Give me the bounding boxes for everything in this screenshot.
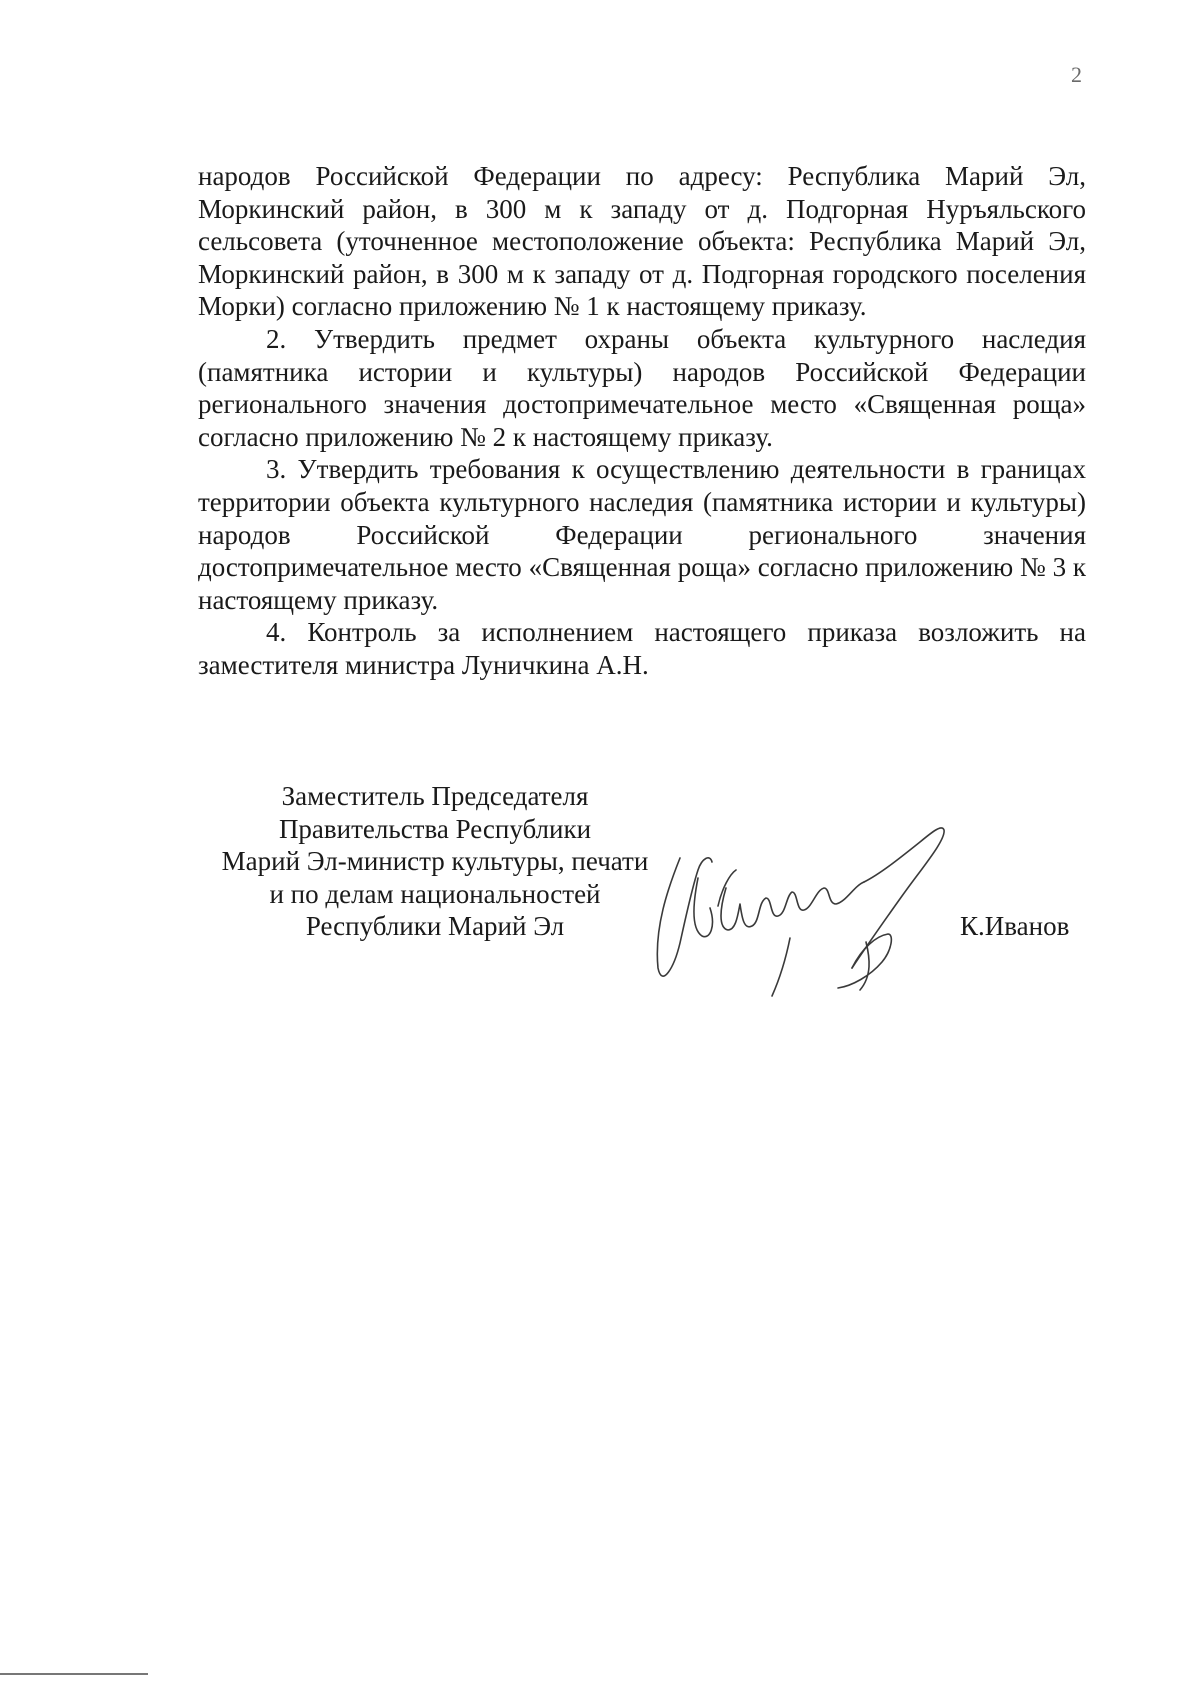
- handwritten-signature: [640, 818, 980, 1018]
- signatory-title: [200, 780, 670, 943]
- page-number: 2: [1071, 62, 1082, 87]
- paragraph-4: 4. Контроль за исполнением настоящего приказа возложить на заместителя министра Луничкина А.Н.: [198, 617, 1086, 680]
- footer-divider: [0, 1673, 148, 1675]
- signatory-name: К.Иванов: [960, 911, 1070, 941]
- signatory-title-line: Заместитель Председателя: [281, 781, 589, 811]
- paragraph-1-continuation: народов Российской Федерации по адресу: Республика Марий Эл, Моркинский район, в 300 м к западу от д. Подгорная Нуръяльского сельсовета (уточненное местоположение объекта: Республика Марий Эл, Моркинский район, в 300 м к западу от д. Подгорная городского поселения Морки) согласно приложению № 1 к настоящему приказу.: [198, 161, 1086, 322]
- document-body: [198, 160, 1086, 682]
- paragraph-2: 2. Утвердить предмет охраны объекта культурного наследия (памятника истории и культуры) народов Российской Федерации регионального значения достопримечательное место «Священная роща» согласно приложению № 2 к настоящему приказу.: [198, 323, 1086, 452]
- signatory-title-line: и по делам национальностей: [269, 878, 601, 909]
- signatory-title-line: Правительства Республики: [278, 813, 592, 844]
- paragraph-3: 3. Утвердить требования к осуществлению деятельности в границах территории объекта культурного наследия (памятника истории и культуры) народов Российской Федерации регионального значения достопримечательное место «Священная роща» согласно приложению № 3 к настоящему приказу.: [198, 454, 1086, 615]
- signatory-title-line: Республики Марий Эл: [305, 911, 565, 942]
- signatory-title-line: Марий Эл-министр культуры, печати: [221, 846, 649, 877]
